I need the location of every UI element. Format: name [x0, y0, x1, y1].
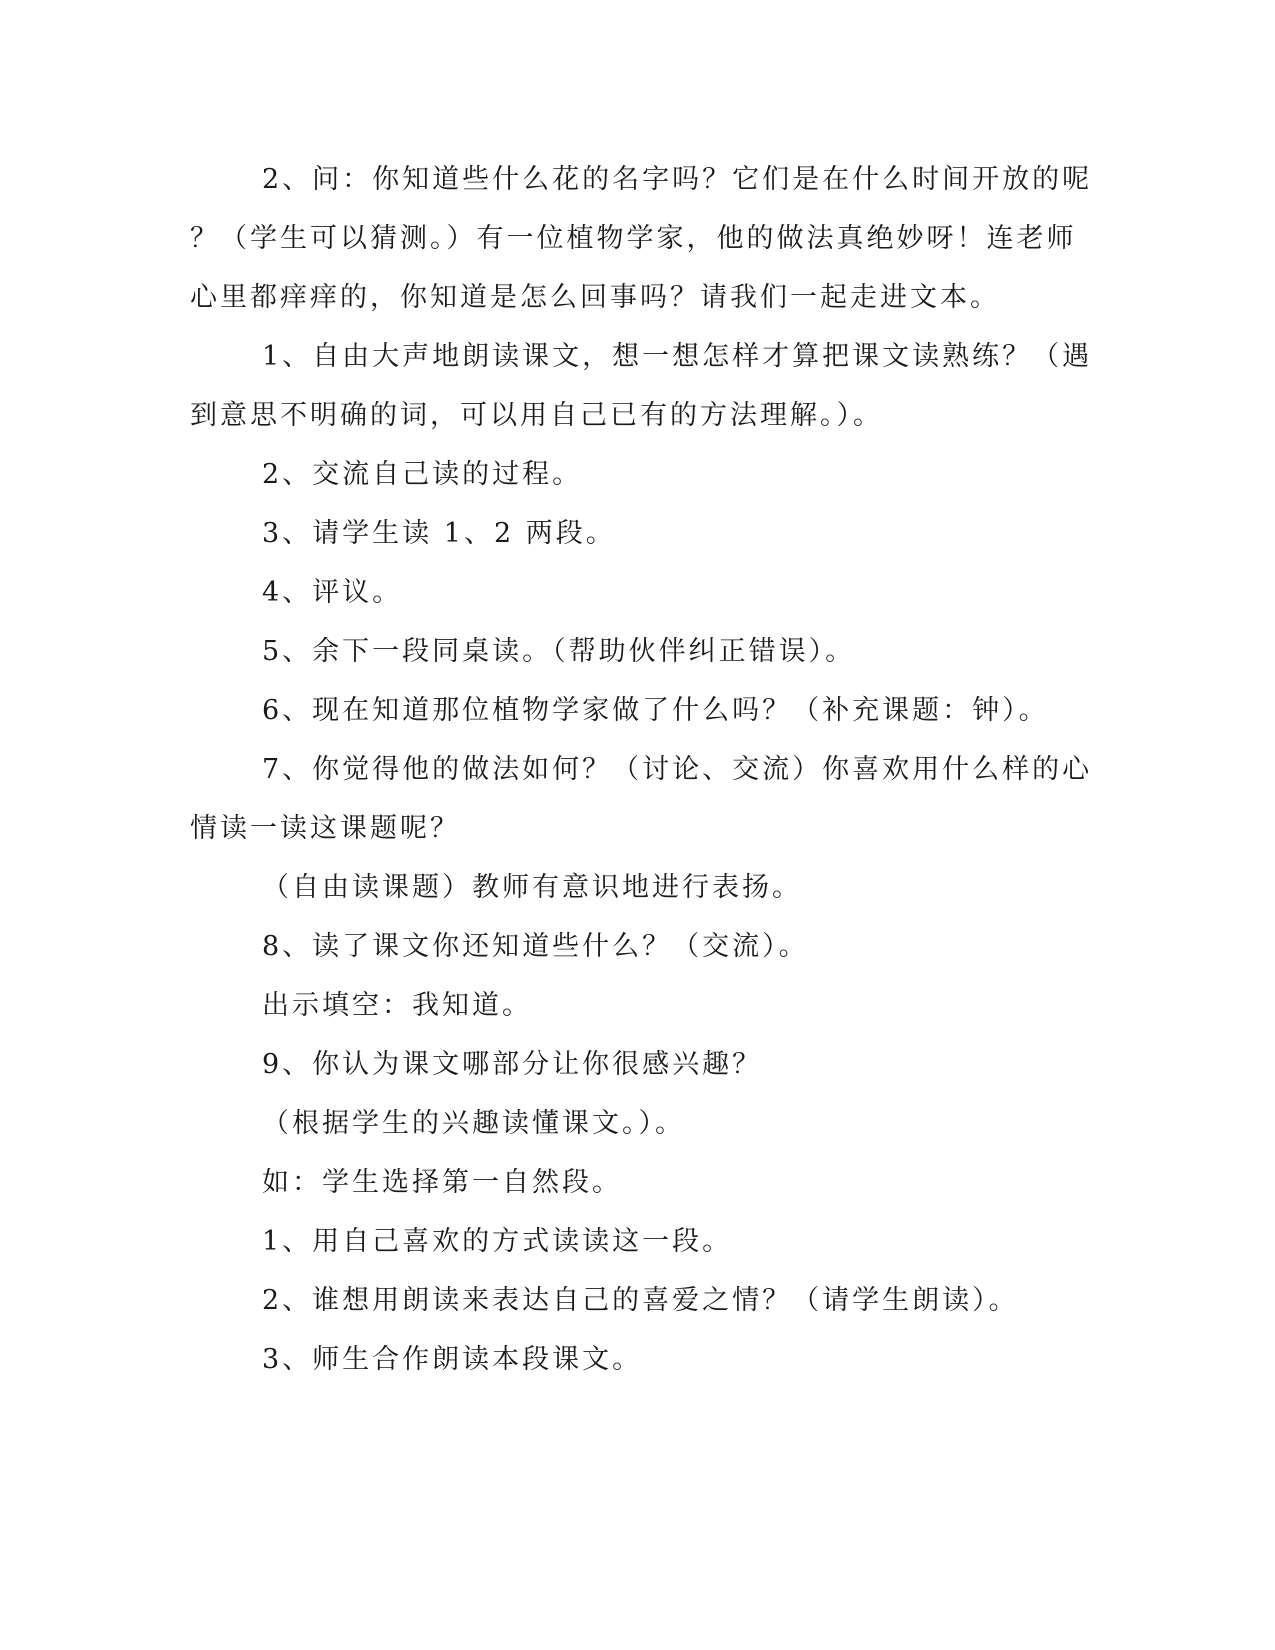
- text-line: 出示填空：我知道。: [262, 990, 532, 1021]
- text-line: 9、你认为课文哪部分让你很感兴趣？: [262, 1049, 763, 1080]
- text-line: 4、评议。: [262, 577, 403, 608]
- text-line: 3、请学生读 1、2 两段。: [262, 518, 616, 549]
- text-line: 到意思不明确的词，可以用自己已有的方法理解。）。: [190, 400, 883, 431]
- text-line: 1、自由大声地朗读课文，想一想怎样才算把课文读熟练？（遇: [262, 341, 1093, 372]
- text-line: ？（学生可以猜测。）有一位植物学家，他的做法真绝妙呀！连老师: [190, 223, 1077, 254]
- text-line: 7、你觉得他的做法如何？（讨论、交流）你喜欢用什么样的心: [262, 754, 1093, 785]
- text-line: 2、谁想用朗读来表达自己的喜爱之情？（请学生朗读）。: [262, 1285, 1019, 1316]
- text-line: 2、问：你知道些什么花的名字吗？它们是在什么时间开放的呢: [262, 164, 1093, 195]
- text-line: （自由读课题）教师有意识地进行表扬。: [262, 872, 802, 903]
- text-line: 5、余下一段同桌读。（帮助伙伴纠正错误）。: [262, 636, 856, 667]
- text-line: 情读一读这课题呢？: [190, 813, 460, 844]
- text-line: 2、交流自己读的过程。: [262, 459, 583, 490]
- text-line: （根据学生的兴趣读懂课文。）。: [262, 1108, 685, 1139]
- text-line: 3、师生合作朗读本段课文。: [262, 1344, 643, 1375]
- text-line: 8、读了课文你还知道些什么？（交流）。: [262, 931, 809, 962]
- text-line: 1、用自己喜欢的方式读读这一段。: [262, 1226, 733, 1257]
- text-line: 如：学生选择第一自然段。: [262, 1167, 622, 1198]
- text-line: 心里都痒痒的，你知道是怎么回事吗？请我们一起走进文本。: [190, 282, 1000, 313]
- text-line: 6、现在知道那位植物学家做了什么吗？（补充课题：钟）。: [262, 695, 1049, 726]
